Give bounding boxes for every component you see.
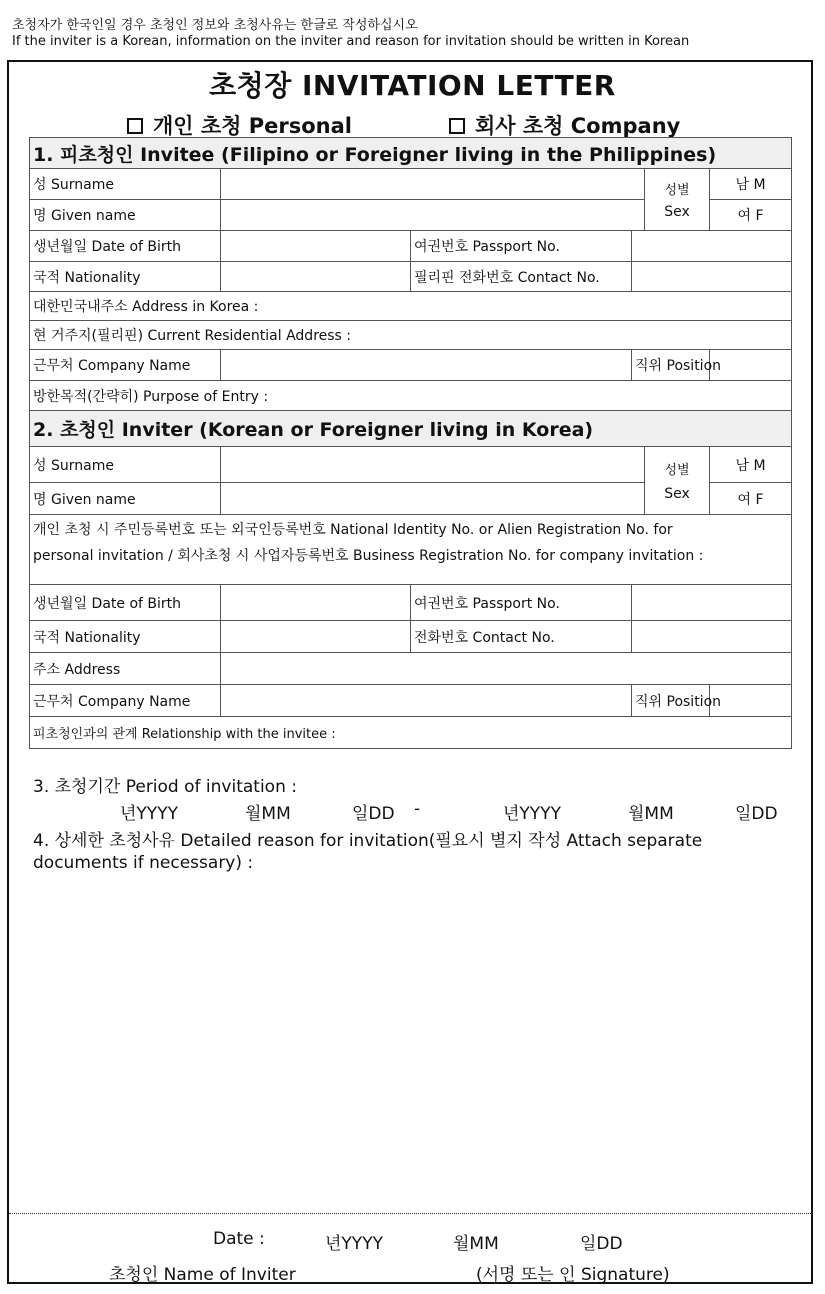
inviter-dob-field[interactable]: [221, 585, 411, 621]
invitee-purpose[interactable]: 방한목적(간략히) Purpose of Entry :: [30, 381, 792, 411]
invitee-female-option[interactable]: 여 F: [710, 200, 792, 231]
period-dash: -: [414, 799, 421, 819]
invitee-company-field[interactable]: [221, 350, 632, 381]
inviter-dob-label: 생년월일 Date of Birth: [30, 585, 221, 621]
invitee-sex-label: [645, 169, 710, 231]
period-to-day[interactable]: 일DD: [735, 804, 778, 824]
inviter-relationship[interactable]: 피초청인과의 관계 Relationship with the invitee :: [30, 717, 792, 749]
invitee-given-name-label: 명 Given name: [30, 200, 221, 231]
invitee-surname-field[interactable]: [221, 169, 645, 200]
inviter-contact-field[interactable]: [632, 621, 792, 653]
period-to-month[interactable]: 월MM: [628, 804, 674, 824]
inviter-passport-field[interactable]: [632, 585, 792, 621]
inviter-position-field[interactable]: [710, 685, 792, 717]
inviter-company-field[interactable]: [221, 685, 632, 717]
invitee-passport-field[interactable]: [632, 231, 792, 262]
reason-text-area[interactable]: [30, 880, 790, 1205]
date-day[interactable]: 일DD: [580, 1234, 623, 1254]
inviter-nationality-label: 국적 Nationality: [30, 621, 221, 653]
invitee-nationality-label: 국적 Nationality: [30, 262, 221, 292]
signature-divider: [9, 1213, 811, 1214]
invitee-nationality-field[interactable]: [221, 262, 411, 292]
invitee-contact-label: 필리핀 전화번호 Contact No.: [411, 262, 632, 292]
date-month[interactable]: 월MM: [453, 1234, 499, 1254]
inviter-surname-label: 성 Surname: [30, 447, 221, 483]
sex-label-ko: 성별: [664, 463, 690, 478]
inviter-contact-label: 전화번호 Contact No.: [411, 621, 632, 653]
invitee-current-address[interactable]: 현 거주지(필리핀) Current Residential Address :: [30, 321, 792, 350]
inviter-id-number[interactable]: [30, 515, 792, 585]
period-from-month[interactable]: 월MM: [245, 804, 291, 824]
sex-label-ko: 성별: [664, 183, 690, 198]
period-to-year[interactable]: 년YYYY: [503, 804, 561, 824]
invitee-contact-field[interactable]: [632, 262, 792, 292]
period-label: 3. 초청기간 Period of invitation :: [33, 777, 297, 797]
signature-label[interactable]: (서명 또는 인 Signature): [476, 1265, 670, 1285]
inviter-surname-field[interactable]: [221, 447, 645, 483]
inviter-table: [29, 410, 792, 749]
inviter-passport-label: 여권번호 Passport No.: [411, 585, 632, 621]
inviter-address-label: 주소 Address: [30, 653, 221, 685]
section1-heading: 1. 피초청인 Invitee (Filipino or Foreigner living in the Philippines): [30, 138, 792, 169]
instruction-english: If the inviter is a Korean, information on the inviter and reason for invitation should be written in Korean: [12, 34, 690, 49]
inviter-nationality-field[interactable]: [221, 621, 411, 653]
company-checkbox[interactable]: [449, 118, 465, 134]
inviter-given-name-field[interactable]: [221, 483, 645, 515]
personal-invitation-option[interactable]: [127, 110, 352, 140]
invitee-company-label: 근무처 Company Name: [30, 350, 221, 381]
period-from-year[interactable]: 년YYYY: [120, 804, 178, 824]
period-from-day[interactable]: 일DD: [352, 804, 395, 824]
sex-label-en: Sex: [664, 486, 690, 502]
instruction-korean: 초청자가 한국인일 경우 초청인 정보와 초청사유는 한글로 작성하십시오: [12, 18, 418, 33]
inviter-male-option[interactable]: 남 M: [710, 447, 792, 483]
company-invitation-option[interactable]: [449, 110, 680, 140]
inviter-given-name-label: 명 Given name: [30, 483, 221, 515]
inviter-address-field[interactable]: [221, 653, 792, 685]
reason-label-line2: documents if necessary) :: [33, 853, 254, 873]
company-label: 회사 초청 Company: [475, 114, 681, 138]
date-year[interactable]: 년YYYY: [325, 1234, 383, 1254]
invitee-position-label: 직위 Position: [632, 350, 710, 381]
invitee-table: [29, 137, 792, 411]
inviter-company-label: 근무처 Company Name: [30, 685, 221, 717]
invitee-passport-label: 여권번호 Passport No.: [411, 231, 632, 262]
invitee-dob-label: 생년월일 Date of Birth: [30, 231, 221, 262]
invitee-address-korea[interactable]: 대한민국내주소 Address in Korea :: [30, 292, 792, 321]
invitee-surname-label: 성 Surname: [30, 169, 221, 200]
personal-label: 개인 초청 Personal: [153, 114, 353, 138]
inviter-position-label: 직위 Position: [632, 685, 710, 717]
sex-label-en: Sex: [664, 204, 690, 220]
invitee-dob-field[interactable]: [221, 231, 411, 262]
page-title: 초청장 INVITATION LETTER: [209, 69, 616, 102]
invitee-given-name-field[interactable]: [221, 200, 645, 231]
inviter-sex-label: [645, 447, 710, 515]
invitee-male-option[interactable]: 남 M: [710, 169, 792, 200]
id-number-label-line1: 개인 초청 시 주민등록번호 또는 외국인등록번호 National Identity No. or Alien Registration No. for: [33, 522, 673, 538]
personal-checkbox[interactable]: [127, 118, 143, 134]
reason-label-line1: 4. 상세한 초청사유 Detailed reason for invitation(필요시 별지 작성 Attach separate: [33, 831, 703, 851]
inviter-name-label: 초청인 Name of Inviter: [109, 1265, 296, 1285]
invitee-position-field[interactable]: [710, 350, 792, 381]
date-label: Date :: [213, 1229, 265, 1249]
inviter-female-option[interactable]: 여 F: [710, 483, 792, 515]
id-number-label-line2: personal invitation / 회사초청 시 사업자등록번호 Business Registration No. for company invitation :: [33, 548, 704, 564]
section2-heading: 2. 초청인 Inviter (Korean or Foreigner living in Korea): [30, 411, 792, 447]
